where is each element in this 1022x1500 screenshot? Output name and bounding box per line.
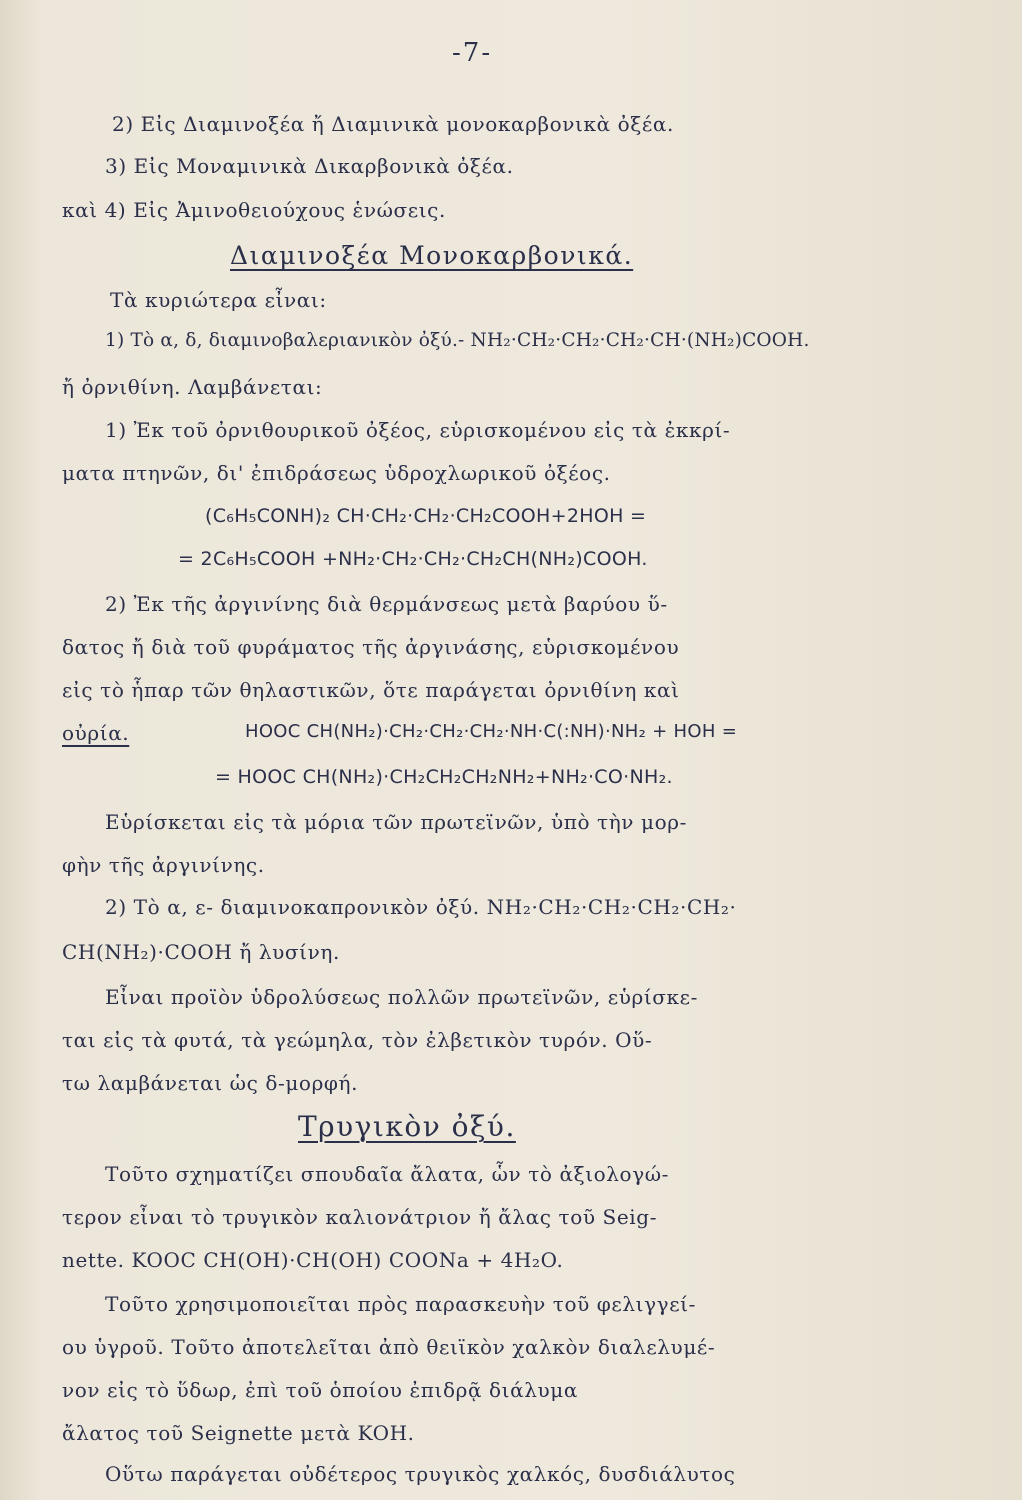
text-line: nette. KOOC CH(OH)·CH(OH) COONa + 4H₂O.	[62, 1248, 564, 1272]
text-line: Οὕτω παράγεται οὐδέτερος τρυγικὸς χαλκός, δυσδιάλυτος	[105, 1462, 736, 1486]
text-line: Τοῦτο χρησιμοποιεῖται πρὸς παρασκευὴν τοῦ φελιγγεί-	[105, 1292, 696, 1316]
text-line: ματα πτηνῶν, δι' ἐπιδράσεως ὑδροχλωρικοῦ ὀξέος.	[62, 461, 611, 485]
formula-line: HOOC CH(NH₂)·CH₂·CH₂·CH₂·NH·C(:NH)·NH₂ + HOH =	[245, 721, 738, 742]
text-line: τω λαμβάνεται ὡς δ-μορφή.	[62, 1071, 359, 1095]
formula-line: = HOOC CH(NH₂)·CH₂CH₂CH₂NH₂+NH₂·CO·NH₂.	[215, 766, 673, 788]
text-line: οὐρία.	[62, 721, 130, 745]
text-line: CH(NH₂)·COOH ἤ λυσίνη.	[62, 940, 340, 964]
formula-line: (C₆H₅CONH)₂ CH·CH₂·CH₂·CH₂COOH+2HOH =	[205, 505, 647, 527]
text-line: καὶ 4) Εἰς Ἀμινοθειούχους ἑνώσεις.	[62, 198, 446, 222]
text-line: Εἶναι προϊὸν ὑδρολύσεως πολλῶν πρωτεϊνῶν, εὑρίσκε-	[105, 985, 698, 1009]
text-line: δατος ἤ διὰ τοῦ φυράματος τῆς ἀργινάσης, εὑρισκομένου	[62, 635, 680, 659]
text-line: εἰς τὸ ἧπαρ τῶν θηλαστικῶν, ὅτε παράγεται ὀρνιθίνη καὶ	[62, 678, 680, 702]
section-heading: Διαμινοξέα Μονοκαρβονικά.	[230, 241, 634, 270]
text-line: Τὰ κυριώτερα εἶναι:	[110, 288, 327, 312]
text-line: Εὑρίσκεται εἰς τὰ μόρια τῶν πρωτεϊνῶν, ὑπὸ τὴν μορ-	[105, 810, 687, 834]
text-line: 3) Εἰς Μοναμινικὰ Δικαρβονικὰ ὀξέα.	[105, 154, 514, 178]
text-line: 2) Τὸ α, ε- διαμινοκαπρονικὸν ὀξύ. NH₂·CH₂·CH₂·CH₂·CH₂·	[105, 895, 737, 919]
section-heading: Τρυγικὸν ὀξύ.	[298, 1110, 516, 1143]
text-line: φὴν τῆς ἀργινίνης.	[62, 853, 265, 877]
text-line: τερον εἶναι τὸ τρυγικὸν καλιονάτριον ἤ ἄλας τοῦ Seig-	[62, 1205, 658, 1229]
text-line: ται εἰς τὰ φυτά, τὰ γεώμηλα, τὸν ἐλβετικὸν τυρόν. Οὕ-	[62, 1028, 653, 1052]
text-line: νον εἰς τὸ ὕδωρ, ἐπὶ τοῦ ὁποίου ἐπιδρᾷ διάλυμα	[62, 1378, 578, 1402]
formula-line: = 2C₆H₅COOH +NH₂·CH₂·CH₂·CH₂CH(NH₂)COOH.	[178, 548, 648, 570]
text-line: ἄλατος τοῦ Seignette μετὰ KOH.	[62, 1421, 415, 1445]
text-line: 1) Ἐκ τοῦ ὀρνιθουρικοῦ ὀξέος, εὑρισκομένου εἰς τὰ ἐκκρί-	[105, 418, 731, 442]
text-line: 2) Εἰς Διαμινοξέα ἤ Διαμινικὰ μονοκαρβονικὰ ὀξέα.	[112, 112, 674, 136]
text-line: ἤ ὀρνιθίνη. Λαμβάνεται:	[62, 375, 323, 399]
text-line: 1) Τὸ α, δ, διαμινοβαλεριανικὸν ὀξύ.- NH₂·CH₂·CH₂·CH₂·CH·(NH₂)COOH.	[105, 330, 810, 351]
text-line: 2) Ἐκ τῆς ἀργινίνης διὰ θερμάνσεως μετὰ βαρύου ὕ-	[105, 592, 668, 616]
text-line: ου ὑγροῦ. Τοῦτο ἀποτελεῖται ἀπὸ θειϊκὸν χαλκὸν διαλελυμέ-	[62, 1335, 716, 1359]
page-number: -7-	[452, 38, 493, 68]
text-line: Τοῦτο σχηματίζει σπουδαῖα ἄλατα, ὧν τὸ ἀξιολογώ-	[105, 1162, 670, 1186]
